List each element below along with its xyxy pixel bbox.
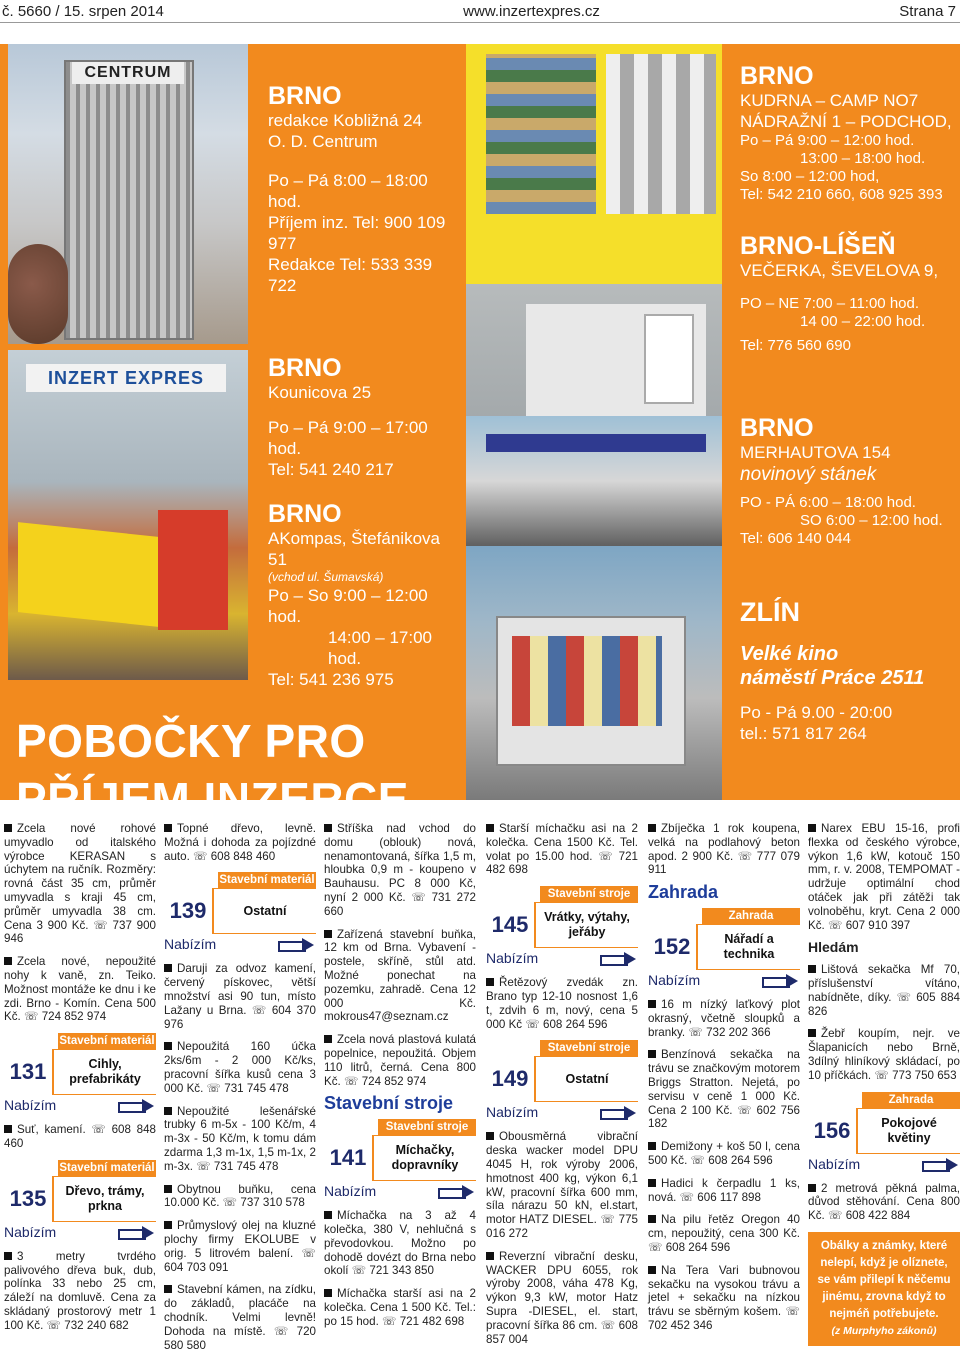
branch-line: Tel: 606 140 044	[740, 530, 851, 547]
branch-spacer	[268, 403, 458, 417]
inzert-expres-sign: INZERT EXPRES	[26, 364, 226, 392]
badge-category: Zahrada	[862, 1092, 960, 1108]
badge-category: Stavební stroje	[378, 1119, 476, 1135]
badge-number: 156	[808, 1108, 858, 1154]
classified-ad: Zcela nové, nepoužité nohy k vaně, zn. Teiko. Možnost montáže ke dnu i ke zdi. Brno - Komín. Cena 500 Kč. ☏ 724 852 974	[4, 955, 156, 1024]
photo-inzert-expres-shop	[8, 350, 248, 680]
classified-ad: Zbíječka 1 rok koupena, velká na podlahový beton apod. 2 900 Kč. ☏ 777 079 911	[648, 822, 800, 877]
classified-ad: Na pilu řetěz Oregon 40 cm, nepoužitý, cena 300 Kč. ☏ 608 264 596	[648, 1213, 800, 1254]
branch-brno-merhautova	[740, 414, 954, 548]
badge-body	[486, 902, 638, 948]
branch-spacer	[268, 152, 458, 170]
badge-footer	[648, 974, 800, 988]
photo-zlin-stand	[466, 546, 722, 800]
shop-window-right	[606, 54, 716, 214]
category-badge-152	[648, 908, 800, 988]
branch-spacer	[740, 281, 954, 295]
branch-brno-kounicova	[268, 354, 458, 480]
badge-footer	[808, 1155, 960, 1172]
branch-city: ZLÍN	[740, 597, 800, 627]
classified-ad: Hadici k čerpadlu 1 ks, nová. ☏ 606 117 898	[648, 1176, 800, 1204]
badge-offer-label: Nabízím	[4, 1097, 57, 1114]
classified-ad: Lištová sekačka Mf 70, příslušenství vítáno, nabídněte, díky. ☏ 605 884 826	[808, 963, 960, 1018]
branch-line: tel.: 571 817 264	[740, 724, 867, 743]
classified-column-2	[164, 822, 316, 1361]
classified-ad: Zcela nová plastová kulatá popelnice, nepoužitá. Objem 110 litrů, černá. Cena 800 Kč. ☏ 724 852 974	[324, 1033, 476, 1088]
branch-brno-koblizna	[268, 82, 458, 296]
red-billboard	[158, 510, 228, 630]
classified-ad: 16 m nízký laťkový plot okrasný, včetně sloupků a branky. ☏ 732 202 366	[648, 997, 800, 1039]
header-rule	[0, 22, 960, 23]
photo-bacco-stand	[466, 416, 722, 546]
badge-category: Stavební stroje	[540, 886, 638, 902]
badge-number: 135	[4, 1176, 54, 1222]
badge-footer	[486, 952, 638, 966]
badge-subcategory: Míchačky, dopravníky	[391, 1143, 459, 1173]
branches-banner	[0, 44, 960, 825]
page-header	[0, 0, 960, 22]
branch-city: BRNO-LÍŠEŇ	[740, 232, 896, 260]
badge-category: Stavební materiál	[219, 874, 315, 887]
classified-ad: Zařízená stavební buňka, 12 km od Brna. Vybavení - postele, skříně, stůl atd. Možné ponechat na pozemku, zahradě. Cena 12 000 Kč. mokrous47@seznam.cz	[324, 927, 476, 1024]
badge-body	[486, 1056, 638, 1102]
badge-subcategory: Cihly, prefabrikáty	[69, 1057, 141, 1087]
arrow-right-icon	[600, 952, 638, 966]
classified-ad: 3 metry tvrdého palivového dřeva buk, dub, polínka 33 nebo 25 cm, záleží na domluvě. Cena za skládaný prostorový metr 1 100 Kč. ☏ 732 240 682	[4, 1249, 156, 1332]
category-badge-131	[4, 1033, 156, 1113]
branch-line: 13:00 – 18:00 hod.	[800, 150, 926, 167]
page-number: Strana 7	[899, 2, 956, 20]
badge-subcategory: Ostatní	[243, 903, 287, 918]
classified-ad: Obousměrná vibrační deska wacker model DPU 4045 H, rok výroby 2006, hmotnost 400 kg, výkon 6,1 kW, pracovní šířka 600 mm, síla nárazu 50 kN, el.start, motor HATZ DIESEL. ☏ 775 016 272	[486, 1130, 638, 1240]
kiosk-door	[644, 314, 694, 404]
site-url[interactable]: www.inzertexpres.cz	[463, 2, 600, 20]
arrow-right-icon	[762, 974, 800, 988]
murphy-quote-box	[808, 1232, 960, 1346]
branch-line: KUDRNA – CAMP NO7	[740, 91, 919, 110]
arrow-right-icon	[118, 1099, 156, 1113]
branch-line: redakce Kobližná 24	[268, 111, 423, 130]
classified-ad: Daruji za odvoz kamení, červený pískovec, větší množství asi 90 tun, místo Lažany u Brna. ☏ 604 370 976	[164, 962, 316, 1031]
branch-city: BRNO	[740, 62, 814, 90]
classified-ad: Míchačka na 3 až 4 kolečka, 380 V, nehlučná s převodovkou. Možno po dohodě dovézt do Brna nebo okolí ☏ 721 343 850	[324, 1209, 476, 1278]
classified-column-1	[4, 822, 156, 1342]
branch-brno-akompas	[268, 500, 458, 690]
badge-body	[4, 1049, 156, 1095]
branch-line: Kounicova 25	[268, 383, 372, 402]
badge-body	[4, 1176, 156, 1222]
classified-ad: Starší míchačku asi na 2 kolečka. Cena 1500 Kč. Tel. volat po 15.00 hod. ☏ 721 482 698	[486, 822, 638, 877]
tree-shape	[8, 244, 68, 344]
badge-number: 145	[486, 902, 536, 948]
category-badge-135	[4, 1160, 156, 1240]
badge-number: 149	[486, 1056, 536, 1102]
branch-line: NÁDRAŽNÍ 1 – PODCHOD,	[740, 112, 952, 131]
badge-category: Stavební materiál	[59, 1161, 155, 1174]
badge-subcategory: Ostatní	[565, 1071, 609, 1086]
branch-line: O. D. Centrum	[268, 132, 378, 151]
photo-centrum-building	[8, 44, 248, 344]
arrow-right-icon	[438, 1185, 476, 1199]
badge-body	[164, 888, 316, 934]
branch-line: PO – NE 7:00 – 11:00 hod.	[740, 295, 920, 312]
quote-line: se vám přilepí k něčemu	[817, 1273, 951, 1286]
classified-column-4	[486, 822, 638, 1355]
branch-line: Po – Pá 9:00 – 12:00 hod.	[740, 132, 915, 149]
badge-offer-label: Nabízím	[486, 1104, 539, 1121]
section-title: Stavební stroje	[324, 1093, 454, 1114]
branch-line: MERHAUTOVA 154	[740, 443, 891, 462]
section-title: Hledám	[808, 939, 859, 956]
classified-ad: Na Tera Vari bubnovou sekačku na vysokou trávu a jetel + sekačku na nízkou trávu se sběrným košem. ☏ 702 452 346	[648, 1263, 800, 1332]
branch-city: BRNO	[268, 354, 342, 382]
bacco-sign-bar	[486, 434, 706, 452]
badge-subcategory: Nářadí a technika	[723, 931, 775, 961]
branch-line: Po – So 9:00 – 12:00 hod.	[268, 586, 428, 626]
branch-line: AKompas, Štefánikova 51	[268, 529, 440, 569]
badge-body	[324, 1135, 476, 1181]
classified-ad: Nepoužitá 160 účka 2ks/6m - 2 000 Kč/ks, pracovní šířka kusů cena 3 000 Kč. ☏ 731 745 478	[164, 1040, 316, 1095]
branch-line: Tel: 541 236 975	[268, 670, 394, 689]
classified-ad: Průmyslový olej na kluzné plochy firmy EKOLUBE v orig. 5 litrovém balení. ☏ 604 703 091	[164, 1219, 316, 1274]
classified-ad: Reverzní vibrační desku, WACKER DPU 6055, rok výroby 2008, váha 478 Kg, výkon 9,3 kW, motor Hatz Supra -DIESEL, el. start, pracovní šířka 86 cm. ☏ 608 857 004	[486, 1249, 638, 1346]
branch-italic-line: novinový stánek	[740, 464, 877, 485]
classified-ad: Benzínová sekačka na trávu se značkovým motorem Briggs Stratton. Nejetá, po servisu v ceně 1 000 Kč. Cena 2 100 Kč. ☏ 602 756 182	[648, 1048, 800, 1131]
badge-body	[808, 1108, 960, 1154]
classifieds-section	[0, 822, 960, 1352]
branch-city: BRNO	[268, 82, 342, 110]
branch-line: Tel: 776 560 690	[740, 337, 851, 354]
badge-footer	[4, 1223, 156, 1240]
quote-line: jinému, zrovna když to	[822, 1290, 946, 1303]
badge-number: 131	[4, 1049, 54, 1095]
quote-line: nelepí, když je olíznete,	[820, 1256, 948, 1269]
shop-window-left	[486, 54, 596, 214]
arrow-right-icon	[118, 1226, 156, 1240]
quote-line: Obálky a známky, které	[820, 1239, 948, 1252]
badge-offer-label: Nabízím	[4, 1223, 57, 1240]
building-facade	[64, 60, 194, 340]
quote-signature: (z Murphyho zákonů)	[831, 1324, 937, 1337]
classified-ad: Stavební kámen, na zídku, do základů, placáče na chodník. Velmi levně! Dohoda na místě. ☏ 720 580 580	[164, 1283, 316, 1352]
badge-subcategory: Dřevo, trámy, prkna	[65, 1183, 145, 1213]
badge-number: 141	[324, 1135, 374, 1181]
branch-line: So 8:00 – 12:00 hod,	[740, 168, 880, 185]
badge-footer	[486, 1106, 638, 1120]
branch-line: Příjem inz. Tel: 900 109 977	[268, 213, 446, 253]
branch-brno-kudrna	[740, 62, 954, 204]
branch-line: Po - Pá 9.00 - 20:00	[740, 703, 893, 722]
classified-ad: Žebř koupím, nejr. ve Šlapanicích nebo Brně, 3dílný hliníkový skládací, po 10 příčkách. ☏ 773 750 653	[808, 1027, 960, 1082]
category-badge-141	[324, 1119, 476, 1199]
category-badge-156	[808, 1092, 960, 1172]
classified-ad: Stříška nad vchod do domu (oblouk) nová, nenamontovaná, šířka 1,5 m, hloubka 0,9 m - koupeno v Bauhausu. PC 8 000 Kč, nyní 2 000 Kč. ☏ 731 272 660	[324, 822, 476, 918]
headline	[16, 712, 409, 828]
category-badge-149	[486, 1040, 638, 1120]
branch-line: PO - PÁ 6:00 – 18:00 hod.	[740, 494, 916, 511]
badge-category: Stavební materiál	[59, 1035, 155, 1048]
quote-line: nejméň potřebujete.	[829, 1307, 939, 1320]
badge-offer-label: Nabízím	[808, 1155, 861, 1172]
badge-body	[648, 924, 800, 970]
arrow-right-icon	[278, 938, 316, 952]
classified-column-3	[324, 822, 476, 1338]
centrum-sign: CENTRUM	[72, 62, 184, 84]
badge-subcategory: Pokojové květiny	[881, 1115, 937, 1145]
section-title: Zahrada	[648, 882, 719, 903]
branch-note: (vchod ul. Šumavská)	[268, 570, 384, 584]
badge-number: 152	[648, 924, 698, 970]
classified-ad: Topné dřevo, levně. Možná i dohoda za pojízdné auto. ☏ 608 848 460	[164, 822, 316, 863]
badge-footer	[324, 1185, 476, 1199]
badge-footer	[4, 1099, 156, 1113]
arrow-right-icon	[600, 1106, 638, 1120]
headline-line: PŘÍJEM INZERCE	[16, 773, 409, 825]
branch-brno-lisen	[740, 232, 954, 355]
branch-italic-line: náměstí Práce 2511	[740, 667, 925, 689]
category-badge-145	[486, 886, 638, 966]
badge-category: Zahrada	[702, 908, 800, 924]
branch-italic-line: Velké kino	[740, 643, 839, 665]
classified-ad: Demižony + koš 50 l, cena 500 Kč. ☏ 608 264 596	[648, 1140, 800, 1167]
headline-line: POBOČKY PRO	[16, 715, 366, 767]
classified-column-5	[648, 822, 800, 1342]
arrow-right-icon	[922, 1158, 960, 1172]
category-badge-139	[164, 872, 316, 952]
classified-ad: Řetězový zvedák zn. Brano typ 12-10 nosnost 1,6 t, zdvih 6 m, nový, cena 5 000 Kč ☏ 608 264 596	[486, 976, 638, 1031]
branch-line: 14:00 – 17:00 hod.	[328, 628, 432, 668]
badge-offer-label: Nabízím	[324, 1183, 377, 1200]
branch-line: VEČERKA, ŠEVELOVA 9,	[740, 261, 939, 280]
badge-number: 139	[164, 888, 214, 934]
branch-city: BRNO	[268, 500, 342, 528]
badge-subcategory: Vrátky, výtahy, jeřáby	[544, 910, 630, 940]
stand-posters	[512, 636, 662, 726]
badge-offer-label: Nabízím	[164, 936, 217, 953]
classified-ad: Zcela nové rohové umyvadlo od italského výrobce KERASAN s úchytem na ručník. Rozměry: rovná část 35 cm, průměr umyvadla s kraji 45 cm, průměr umyvadla 38 cm. Cena 3 900 Kč. ☏ 737 900 946	[4, 822, 156, 946]
issue-number: č. 5660 / 15. srpen 2014	[2, 2, 164, 20]
branch-line: Tel: 541 240 217	[268, 460, 394, 479]
classified-ad: Obytnou buňku, cena 10.000 Kč. ☏ 737 310 578	[164, 1182, 316, 1210]
classified-ad: 2 metrová pěkná palma, důvod stěhování. Cena 800 Kč. ☏ 608 422 884	[808, 1181, 960, 1223]
branch-line: Po – Pá 8:00 – 18:00 hod.	[268, 171, 428, 211]
badge-footer	[164, 938, 316, 952]
classified-ad: Suť, kamení. ☏ 608 848 460	[4, 1123, 156, 1150]
classified-column-6	[808, 822, 960, 1346]
branch-line: Po – Pá 9:00 – 17:00 hod.	[268, 418, 428, 458]
branch-line: SO 6:00 – 12:00 hod.	[800, 512, 943, 529]
classified-ad: Narex EBU 15-16, profi flexka od českého výrobce, výkon 1,6 kW, kotouč 150 mm, r. v. 2008, TEMPOMAT - udržuje optimální chod otáček jak při zátěži tak volnoběhu, kryt. Cena 2 000 Kč. ☏ 607 910 397	[808, 822, 960, 932]
branch-city: BRNO	[740, 414, 814, 442]
branch-line: 14 00 – 22:00 hod.	[800, 313, 926, 330]
photo-kudrna-shop	[466, 44, 722, 284]
badge-category: Stavební stroje	[540, 1040, 638, 1056]
yellow-billboard	[18, 522, 168, 628]
classified-ad: Nepoužité lešenářské trubky 6 m-5x - 100 Kč/m, 4 m-3x - 50 Kč/m, k tomu dám zdarma 1,3 m-1x, 1,5 m-1x, 2 m-3x. ☏ 731 745 478	[164, 1104, 316, 1173]
badge-offer-label: Nabízím	[648, 972, 701, 989]
branch-zlin	[740, 596, 954, 744]
branch-line: Redakce Tel: 533 339 722	[268, 255, 433, 295]
classified-ad: Míchačka starší asi na 2 kolečka. Cena 1 500 Kč. Tel.: po 15 hod. ☏ 721 482 698	[324, 1287, 476, 1328]
branch-line: Tel: 542 210 660, 608 925 393	[740, 186, 943, 203]
badge-offer-label: Nabízím	[486, 950, 539, 967]
